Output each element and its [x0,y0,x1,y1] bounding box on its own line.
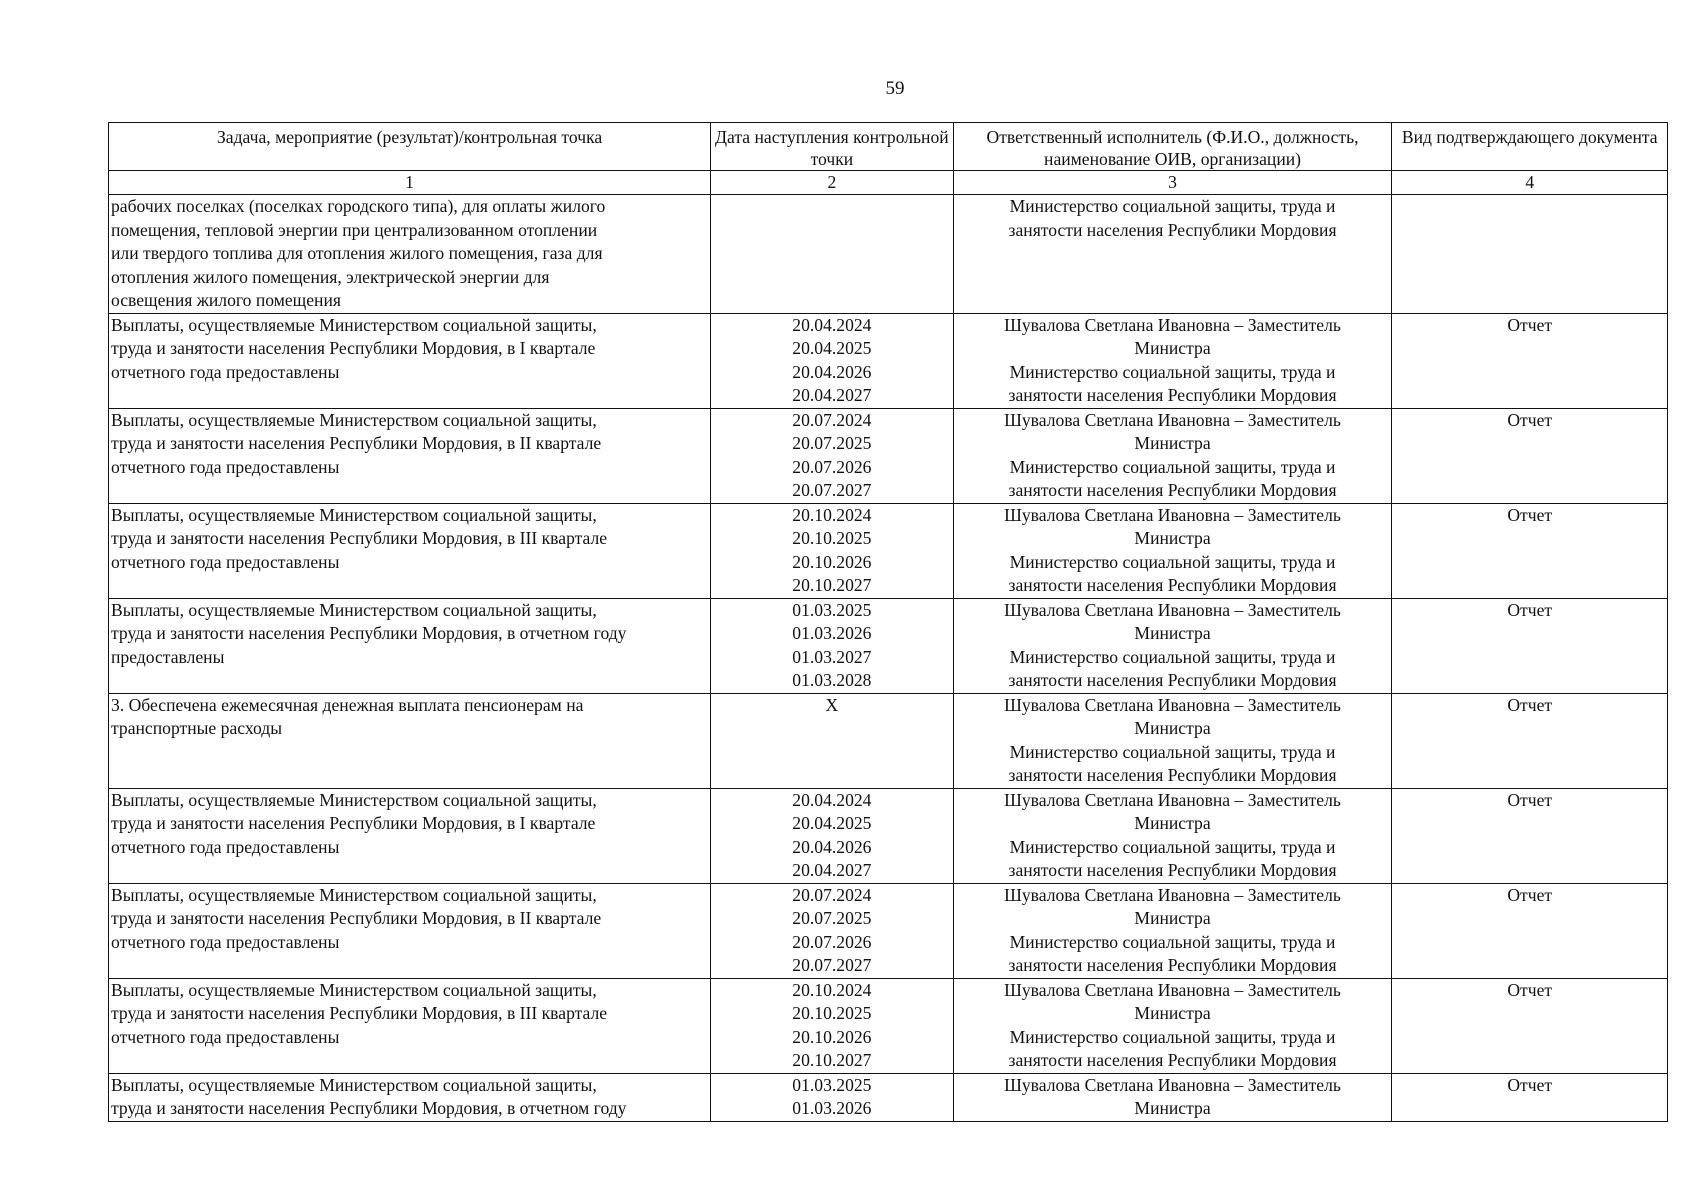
task-cell-line: труда и занятости населения Республики Мордовия, в I квартале [111,813,596,833]
responsible-cell [953,788,1392,883]
task-cell-line: труда и занятости населения Республики Мордовия, в отчетном году [111,623,627,643]
task-cell-line: Выплаты, осуществляемые Министерством социальной защиты, [111,409,597,430]
page-number: 59 [885,78,905,99]
task-cell-line: труда и занятости населения Республики Мордовия, в III квартале [111,528,608,548]
responsible-cell-line: занятости населения Республики Мордовия [1008,575,1337,595]
document-cell: Отчет [1392,978,1668,1073]
responsible-cell-line: Шувалова Светлана Ивановна – Заместитель [1004,694,1341,715]
date-cell-line: 01.03.2028 [792,670,872,690]
task-cell-line: Выплаты, осуществляемые Министерством социальной защиты, [111,1074,597,1095]
date-cell [711,195,953,314]
responsible-cell-line: Министерство социальной защиты, труда и [1009,741,1336,762]
control-points-table [108,122,1668,1122]
date-cell-line: 20.10.2025 [792,528,872,548]
task-cell-line: отчетного года предоставлены [111,836,340,857]
responsible-cell-line: Министерство социальной защиты, труда и [1009,646,1336,667]
task-cell-line: предоставлены [111,646,225,667]
responsible-cell-line: Министра [1134,528,1211,548]
date-cell-line: 20.04.2024 [792,314,872,335]
responsible-cell [953,978,1392,1073]
task-cell-line: отопления жилого помещения, электрической энергии для [111,266,550,287]
column-number: 1 [109,171,711,195]
date-cell-line: 20.04.2027 [792,385,872,405]
task-cell-line: освещения жилого помещения [111,290,341,310]
document-cell: Отчет [1392,313,1668,408]
table-row [109,883,1668,978]
document-cell: Отчет [1392,883,1668,978]
date-cell [711,788,953,883]
responsible-cell-line: занятости населения Республики Мордовия [1008,385,1337,405]
responsible-cell-line: занятости населения Республики Мордовия [1008,219,1337,240]
responsible-cell-line: Министра [1134,433,1211,453]
header-date: Дата наступления контрольной точки [711,123,953,171]
date-cell-line: 20.07.2027 [792,480,872,500]
date-cell [711,503,953,598]
table-row [109,598,1668,693]
responsible-cell [953,195,1392,314]
date-cell [711,978,953,1073]
responsible-cell-line: Шувалова Светлана Ивановна – Заместитель [1004,789,1341,810]
responsible-cell-line: Министерство социальной защиты, труда и [1009,456,1336,477]
column-number-row [109,171,1668,195]
responsible-cell-line: занятости населения Республики Мордовия [1008,480,1337,500]
responsible-cell [953,408,1392,503]
table-row [109,693,1668,788]
document-cell: Отчет [1392,408,1668,503]
date-cell-line: 20.10.2027 [792,1050,872,1070]
date-cell-line: 01.03.2026 [792,623,872,643]
responsible-cell-line: занятости населения Республики Мордовия [1008,765,1337,785]
date-cell-line: 20.04.2025 [792,338,872,358]
task-cell-line: или твердого топлива для отопления жилого помещения, газа для [111,243,603,263]
document-cell: Отчет [1392,788,1668,883]
date-cell-line: 20.07.2026 [792,456,872,477]
date-cell-line: 01.03.2025 [792,1074,872,1095]
responsible-cell-line: Шувалова Светлана Ивановна – Заместитель [1004,979,1341,1000]
task-cell-line: Выплаты, осуществляемые Министерством социальной защиты, [111,599,597,620]
responsible-cell-line: Министерство социальной защиты, труда и [1009,361,1336,382]
responsible-cell [953,693,1392,788]
document-cell: Отчет [1392,503,1668,598]
responsible-cell-line: Министерство социальной защиты, труда и [1009,1026,1336,1047]
responsible-cell [953,503,1392,598]
responsible-cell [953,313,1392,408]
date-cell-line: 01.03.2027 [792,646,872,667]
task-cell-line: Выплаты, осуществляемые Министерством социальной защиты, [111,884,597,905]
table-row [109,1073,1668,1121]
table-row [109,503,1668,598]
task-cell-line: отчетного года предоставлены [111,931,340,952]
date-cell-line: 20.10.2024 [792,504,872,525]
task-cell [109,883,711,978]
document-cell: Отчет [1392,1073,1668,1121]
responsible-cell-line: Шувалова Светлана Ивановна – Заместитель [1004,504,1341,525]
responsible-cell-line: Министра [1134,623,1211,643]
header-document: Вид подтверждающего документа [1392,123,1668,171]
responsible-cell [953,598,1392,693]
responsible-cell-line: Министра [1134,338,1211,358]
task-cell-line: труда и занятости населения Республики Мордовия, в отчетном году [111,1098,627,1118]
responsible-cell-line: Министра [1134,1098,1211,1118]
responsible-cell-line: Шувалова Светлана Ивановна – Заместитель [1004,1074,1341,1095]
task-cell-line: рабочих поселках (поселках городского типа), для оплаты жилого [111,196,606,216]
document-cell [1392,195,1668,314]
responsible-cell-line: Министерство социальной защиты, труда и [1009,836,1336,857]
task-cell [109,503,711,598]
responsible-cell-line: Шувалова Светлана Ивановна – Заместитель [1004,884,1341,905]
responsible-cell-line: Министра [1134,813,1211,833]
date-cell-line: 20.10.2027 [792,575,872,595]
task-cell [109,598,711,693]
date-cell-line: 20.04.2025 [792,813,872,833]
responsible-cell-line: Министерство социальной защиты, труда и [1009,196,1336,216]
column-number: 4 [1392,171,1668,195]
date-cell-line: 01.03.2026 [792,1098,872,1118]
task-cell-line: труда и занятости населения Республики Мордовия, в II квартале [111,433,602,453]
responsible-cell-line: Шувалова Светлана Ивановна – Заместитель [1004,409,1341,430]
responsible-cell [953,1073,1392,1121]
table-row [109,313,1668,408]
task-cell [109,408,711,503]
date-cell-line: 20.04.2027 [792,860,872,880]
task-cell-line: труда и занятости населения Республики Мордовия, в I квартале [111,338,596,358]
responsible-cell-line: занятости населения Республики Мордовия [1008,860,1337,880]
document-cell: Отчет [1392,598,1668,693]
table-row [109,195,1668,314]
task-cell-line: транспортные расходы [111,718,283,738]
table-body [109,195,1668,1122]
document-cell: Отчет [1392,693,1668,788]
responsible-cell-line: занятости населения Республики Мордовия [1008,955,1337,975]
task-cell [109,1073,711,1121]
task-cell-line: труда и занятости населения Республики Мордовия, в III квартале [111,1003,608,1023]
date-cell-line: 20.04.2026 [792,361,872,382]
date-cell [711,1073,953,1121]
date-cell [711,883,953,978]
task-cell-line: Выплаты, осуществляемые Министерством социальной защиты, [111,314,597,335]
date-cell [711,598,953,693]
date-cell-line: 20.07.2025 [792,908,872,928]
responsible-cell-line: Шувалова Светлана Ивановна – Заместитель [1004,599,1341,620]
date-cell [711,313,953,408]
responsible-cell-line: Министра [1134,1003,1211,1023]
date-cell-line: 20.10.2024 [792,979,872,1000]
responsible-cell-line: Министра [1134,718,1211,738]
task-cell [109,195,711,314]
task-cell-line: Выплаты, осуществляемые Министерством социальной защиты, [111,979,597,1000]
table-row [109,788,1668,883]
responsible-cell-line: занятости населения Республики Мордовия [1008,670,1337,690]
header-task: Задача, мероприятие (результат)/контрольная точка [109,123,711,171]
task-cell-line: отчетного года предоставлены [111,1026,340,1047]
date-cell-line: 01.03.2025 [792,599,872,620]
date-cell-line: 20.07.2024 [792,884,872,905]
date-cell-line: 20.07.2025 [792,433,872,453]
date-cell-line: X [825,694,839,715]
table-row [109,978,1668,1073]
task-cell [109,313,711,408]
date-cell [711,408,953,503]
date-cell-line: 20.07.2027 [792,955,872,975]
task-cell-line: помещения, тепловой энергии при централизованном отоплении [111,219,598,240]
table-row [109,408,1668,503]
date-cell-line: 20.04.2024 [792,789,872,810]
date-cell-line: 20.07.2024 [792,409,872,430]
date-cell-line: 20.10.2026 [792,1026,872,1047]
column-number: 3 [953,171,1392,195]
responsible-cell [953,883,1392,978]
task-cell [109,788,711,883]
task-cell-line: отчетного года предоставлены [111,456,340,477]
task-cell-line: труда и занятости населения Республики Мордовия, в II квартале [111,908,602,928]
responsible-cell-line: занятости населения Республики Мордовия [1008,1050,1337,1070]
task-cell [109,978,711,1073]
date-cell-line: 20.04.2026 [792,836,872,857]
responsible-cell-line: Шувалова Светлана Ивановна – Заместитель [1004,314,1341,335]
task-cell-line: 3. Обеспечена ежемесячная денежная выплата пенсионерам на [111,694,584,715]
task-cell [109,693,711,788]
date-cell-line: 20.07.2026 [792,931,872,952]
date-cell-line: 20.10.2025 [792,1003,872,1023]
header-responsible: Ответственный исполнитель (Ф.И.О., должность, наименование ОИВ, организации) [953,123,1392,171]
table-header-row [109,123,1668,171]
task-cell-line: отчетного года предоставлены [111,361,340,382]
responsible-cell-line: Министерство социальной защиты, труда и [1009,551,1336,572]
task-cell-line: Выплаты, осуществляемые Министерством социальной защиты, [111,789,597,810]
date-cell-line: 20.10.2026 [792,551,872,572]
task-cell-line: отчетного года предоставлены [111,551,340,572]
date-cell [711,693,953,788]
responsible-cell-line: Министерство социальной защиты, труда и [1009,931,1336,952]
responsible-cell-line: Министра [1134,908,1211,928]
task-cell-line: Выплаты, осуществляемые Министерством социальной защиты, [111,504,597,525]
column-number: 2 [711,171,953,195]
